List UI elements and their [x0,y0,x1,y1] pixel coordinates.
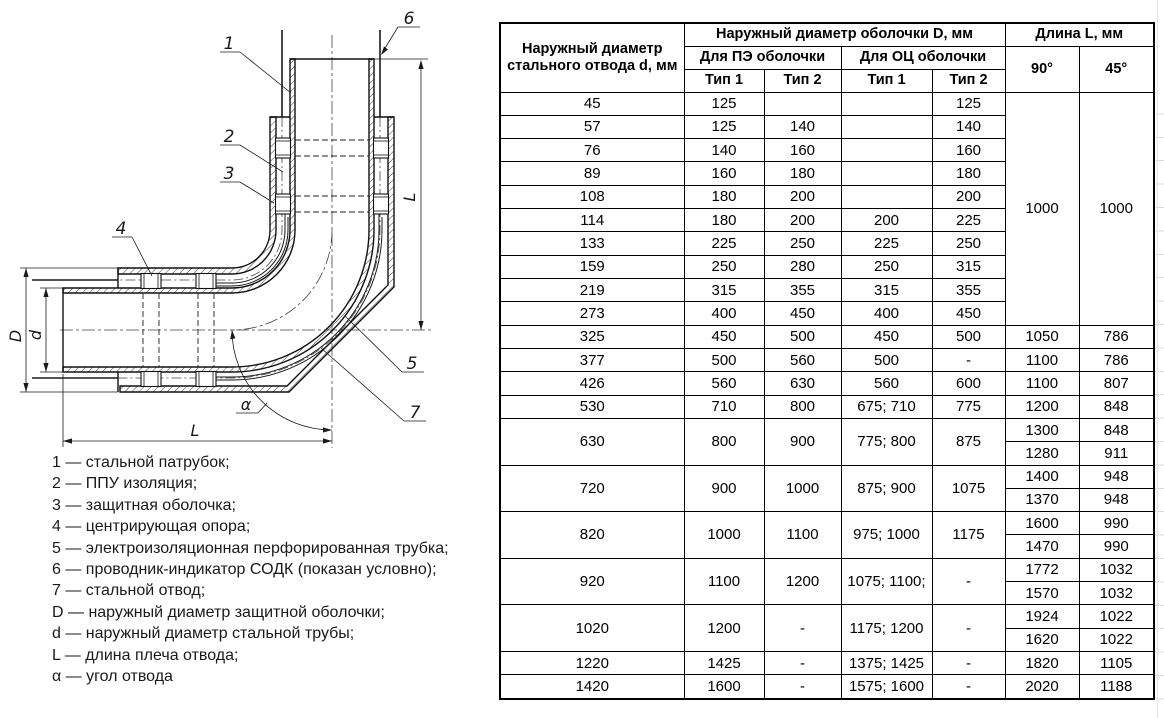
table-cell: 140 [932,115,1005,138]
table-cell: 1175; 1200 [841,605,932,652]
header-group-D: Наружный диаметр оболочки D, мм [684,23,1005,46]
table-cell: 975; 1000 [841,512,932,559]
table-cell: 355 [764,279,841,302]
table-cell: 200 [932,185,1005,208]
table-cell: 500 [932,325,1005,348]
table-cell: 990 [1079,512,1154,535]
dimension-alpha [232,330,332,430]
table-cell: 108 [500,185,684,208]
legend-item: 2 — ППУ изоляция; [52,475,198,493]
header-pe-type2: Тип 2 [764,69,841,92]
table-cell: 160 [932,139,1005,162]
centering-supports [141,138,389,387]
legend-item: 1 — стальной патрубок; [52,454,230,471]
table-cell: 125 [932,92,1005,115]
table-cell: 450 [932,302,1005,325]
legend-item: 3 — защитная оболочка; [52,496,236,514]
header-90deg: 90° [1005,46,1079,92]
table-cell: 600 [932,372,1005,395]
table-cell: 1032 [1079,582,1154,605]
table-cell: 219 [500,279,684,302]
table-cell: 875; 900 [841,465,932,512]
callout-3: 3 [223,164,235,184]
table-cell: - [932,348,1005,371]
table-cell: 76 [500,139,684,162]
table-cell: 200 [764,185,841,208]
callout-4: 4 [115,219,127,239]
table-cell: 1425 [684,652,764,675]
table-cell: 1000 [764,465,841,512]
table-cell: 1000 [1079,92,1154,325]
table-cell: 180 [764,162,841,185]
table-cell: - [932,652,1005,675]
callout-7: 7 [409,403,421,423]
table-cell: 133 [500,232,684,255]
table-cell: 355 [932,279,1005,302]
table-cell: 1000 [684,512,764,559]
arrow-icon [381,47,388,56]
table-cell: 250 [841,255,932,278]
callout-5: 5 [406,354,418,374]
table-cell: 1020 [500,605,684,652]
table-cell: 948 [1079,488,1154,511]
spec-table [499,22,1155,700]
callout-2: 2 [223,127,235,147]
table-cell [841,139,932,162]
legend [52,452,449,687]
table-cell: - [764,605,841,652]
table-cell: 500 [841,348,932,371]
table-cell: 948 [1079,465,1154,488]
table-cell: 1022 [1079,605,1154,628]
legend-item: 7 — стальной отвод; [52,582,206,600]
legend-item: 5 — электроизоляционная перфорированная трубка; [52,539,449,557]
table-cell: 1300 [1005,418,1079,441]
table-cell: 225 [841,232,932,255]
table-cell: 786 [1079,325,1154,348]
arrow-icon [323,427,332,432]
table-cell: 450 [841,325,932,348]
table-cell: 500 [684,348,764,371]
table-cell: 911 [1079,442,1154,465]
arrow-right-icon [323,438,332,443]
table-cell: 1188 [1079,675,1154,699]
table-cell: 1570 [1005,582,1079,605]
table-cell: 1375; 1425 [841,652,932,675]
arrow-up-icon [418,60,423,69]
table-cell: 1772 [1005,558,1079,581]
table-cell: 1620 [1005,628,1079,651]
table-cell: 57 [500,115,684,138]
table-cell: 1200 [684,605,764,652]
legend-item: α — угол отвода [52,668,173,686]
table-cell: 775 [932,395,1005,418]
dim-label-L-bottom: L [190,421,200,440]
table-cell: 400 [841,302,932,325]
table-cell: 800 [764,395,841,418]
table-cell: 450 [764,302,841,325]
callout-6: 6 [403,9,415,29]
table-cell: - [764,675,841,699]
table-cell: 720 [500,465,684,512]
callout-1: 1 [223,34,235,54]
table-cell: 1022 [1079,628,1154,651]
sodk-wires [32,30,380,378]
table-cell: 280 [764,255,841,278]
table-cell: 1400 [1005,465,1079,488]
table-cell: 114 [500,209,684,232]
table-cell: 160 [684,162,764,185]
steel-pipe-walls [63,59,374,372]
arrow-down-icon [418,321,423,330]
legend-item: 4 — центрирующая опора; [52,518,251,536]
table-cell: 1220 [500,652,684,675]
dim-label-d: d [26,329,45,341]
table-cell: 807 [1079,372,1154,395]
header-col-d: Наружный диаметр стального отвода d, мм [500,23,684,92]
table-cell: 225 [684,232,764,255]
table-cell: 848 [1079,418,1154,441]
header-oc: Для ОЦ оболочки [841,46,1005,69]
arrow-down-icon [23,383,28,392]
table-cell: 1280 [1005,442,1079,465]
table-cell: 1600 [1005,512,1079,535]
table-cell: 775; 800 [841,418,932,465]
table-cell: 900 [684,465,764,512]
table-cell: 315 [932,255,1005,278]
table-cell: 630 [764,372,841,395]
table-cell: 273 [500,302,684,325]
table-cell: 875 [932,418,1005,465]
pipe-elbow-drawing [0,0,500,455]
header-45deg: 45° [1079,46,1154,92]
table-cell: 426 [500,372,684,395]
table-cell: 900 [764,418,841,465]
table-cell: 675; 710 [841,395,932,418]
arrow-up-icon [43,288,48,297]
table-cell [841,162,932,185]
header-oc-type2: Тип 2 [932,69,1005,92]
table-cell: 800 [684,418,764,465]
table-cell: 377 [500,348,684,371]
table-cell: 1200 [1005,395,1079,418]
table-cell: 530 [500,395,684,418]
table-cell: 1075; 1100; [841,558,932,605]
header-pe: Для ПЭ оболочки [684,46,841,69]
dim-label-alpha: α [240,395,252,414]
header-group-L: Длина L, мм [1005,23,1154,46]
table-cell: 140 [684,139,764,162]
arrow-up-icon [23,268,28,277]
table-cell: 180 [932,162,1005,185]
table-cell: 1924 [1005,605,1079,628]
table-cell: 315 [684,279,764,302]
table-cell: 89 [500,162,684,185]
table-cell: 820 [500,512,684,559]
table-cell: 1000 [1005,92,1079,325]
table-cell: 1575; 1600 [841,675,932,699]
table-cell: 630 [500,418,684,465]
table-cell: 560 [841,372,932,395]
table-cell [764,92,841,115]
table-cell: 1100 [764,512,841,559]
table-cell: 1105 [1079,652,1154,675]
table-cell: 140 [764,115,841,138]
table-cell: 500 [764,325,841,348]
table-cell: - [764,652,841,675]
legend-item: D — наружный диаметр защитной оболочки; [52,603,385,621]
table-cell: 1370 [1005,488,1079,511]
table-cell: 1050 [1005,325,1079,348]
spec-table-container [499,22,1155,700]
table-cell: 250 [684,255,764,278]
table-cell: 1420 [500,675,684,699]
table-cell: 180 [684,185,764,208]
table-cell: - [932,605,1005,652]
dim-label-L-right: L [400,192,419,202]
table-cell: 200 [764,209,841,232]
table-cell: 560 [684,372,764,395]
table-cell: 125 [684,115,764,138]
table-cell: 225 [932,209,1005,232]
table-cell: 315 [841,279,932,302]
table-cell: 125 [684,92,764,115]
table-cell: 1075 [932,465,1005,512]
table-cell: 1200 [764,558,841,605]
table-cell: 1820 [1005,652,1079,675]
table-cell: 160 [764,139,841,162]
table-cell: - [932,558,1005,605]
table-cell: 560 [764,348,841,371]
table-cell: 180 [684,209,764,232]
spec-table-body [500,92,1154,699]
table-cell: 1100 [1005,372,1079,395]
table-cell: 786 [1079,348,1154,371]
table-cell: - [932,675,1005,699]
arrow-icon [230,330,235,339]
table-cell: 1100 [1005,348,1079,371]
table-cell: 848 [1079,395,1154,418]
header-oc-type1: Тип 1 [841,69,932,92]
legend-item: 6 — проводник-индикатор СОДК (показан условно); [52,561,437,579]
dim-label-D: D [6,329,25,343]
table-cell: 1175 [932,512,1005,559]
table-cell: 2020 [1005,675,1079,699]
table-cell: 45 [500,92,684,115]
table-cell: 200 [841,209,932,232]
table-cell: 325 [500,325,684,348]
table-cell: 1600 [684,675,764,699]
table-cell [841,92,932,115]
table-cell: 920 [500,558,684,605]
table-cell: 250 [932,232,1005,255]
table-cell: 250 [764,232,841,255]
spreadsheet-gridline-vertical [1157,0,1158,718]
end-edges [63,59,394,392]
table-cell: 159 [500,255,684,278]
table-cell [841,115,932,138]
table-cell: 1470 [1005,535,1079,558]
table-cell: 1032 [1079,558,1154,581]
table-cell: 710 [684,395,764,418]
legend-item: L — длина плеча отвода; [52,646,239,664]
arrow-left-icon [63,438,72,443]
hidden-lines [143,140,369,367]
legend-item: d — наружный диаметр стальной трубы; [52,625,355,643]
table-cell: 400 [684,302,764,325]
table-cell: 450 [684,325,764,348]
header-pe-type1: Тип 1 [684,69,764,92]
table-cell: 1100 [684,558,764,605]
table-cell [841,185,932,208]
arrow-down-icon [43,363,48,372]
table-cell: 990 [1079,535,1154,558]
